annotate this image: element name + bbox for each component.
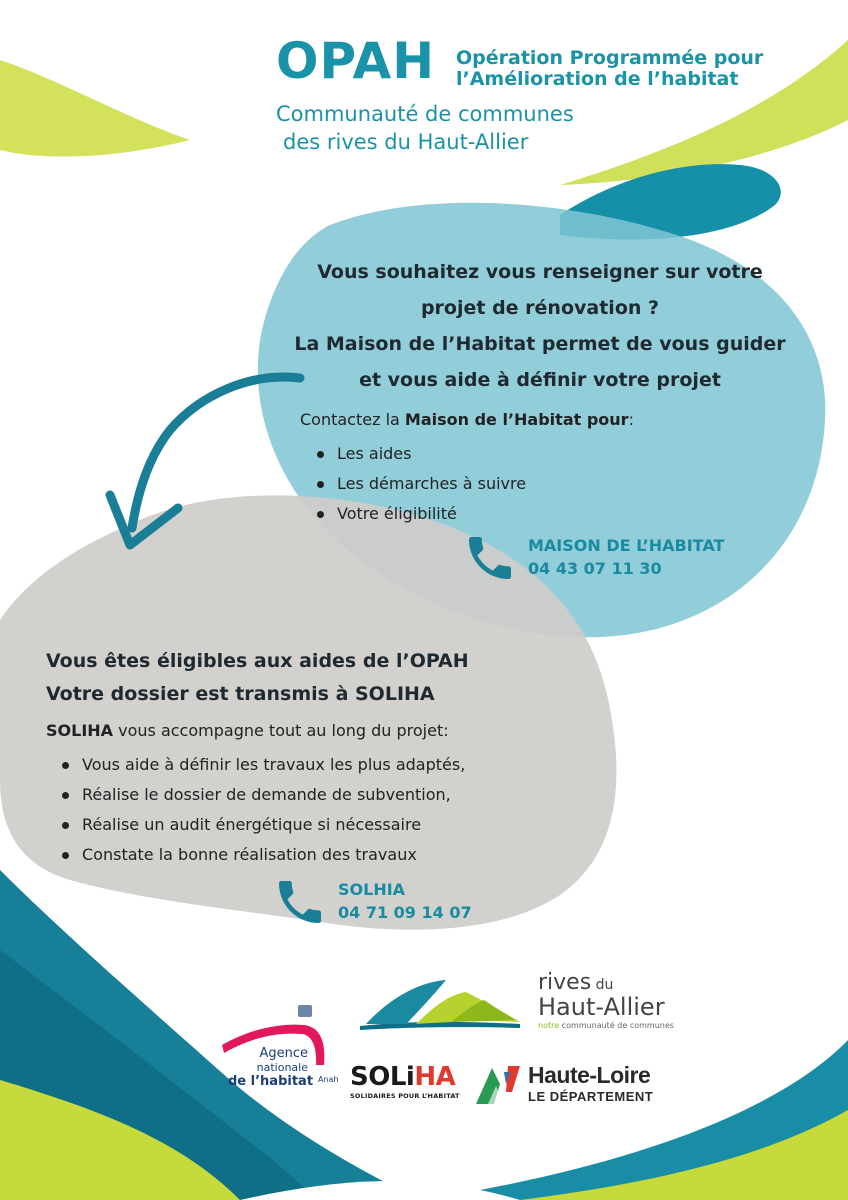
maison-list — [313, 439, 526, 529]
list-item: Réalise un audit énergétique si nécessaire — [58, 810, 465, 840]
soliha-intro-bold: SOLIHA — [46, 721, 114, 740]
soliha-title-line: Votre dossier est transmis à SOLIHA — [46, 683, 435, 705]
haute-loire-logo-mark — [474, 1062, 526, 1106]
maison-phone-number[interactable]: 04 43 07 11 30 — [528, 559, 662, 578]
maison-title-line: et vous aide à définir votre projet — [359, 369, 721, 391]
list-item: Réalise le dossier de demande de subvention, — [58, 780, 465, 810]
phone-icon — [272, 874, 328, 930]
opah-subtitle-line2: l’Amélioration de l’habitat — [456, 68, 739, 90]
maison-title-line: projet de rénovation ? — [420, 297, 660, 319]
soliha-logo — [350, 1064, 460, 1100]
list-item: Les aides — [313, 439, 526, 469]
maison-contact-line — [300, 410, 634, 429]
haute-loire-line2: LE DÉPARTEMENT — [528, 1089, 654, 1104]
maison-phone-block — [528, 534, 724, 580]
list-item: Constate la bonne réalisation des travaux — [58, 840, 465, 870]
soliha-logo-main-a: SOLi — [350, 1062, 415, 1092]
anah-line1: Agence — [259, 1046, 308, 1061]
community-line1: Communauté de communes — [276, 102, 574, 126]
rives-line1-small: du — [591, 977, 614, 993]
rives-logo-mountains — [356, 972, 524, 1034]
opah-subtitle — [456, 48, 763, 90]
soliha-intro-rest: vous accompagne tout au long du projet: — [113, 721, 449, 740]
soliha-intro — [46, 721, 449, 740]
soliha-title-line: Vous êtes éligibles aux aides de l’OPAH — [46, 650, 469, 672]
top-lime-swoosh — [0, 60, 190, 157]
rives-line1: rives — [538, 970, 592, 995]
soliha-logo-main-b: HA — [414, 1062, 456, 1092]
soliha-list — [58, 750, 465, 870]
soliha-phone-number[interactable]: 04 71 09 14 07 — [338, 903, 472, 922]
maison-title-line: La Maison de l’Habitat permet de vous guider — [294, 333, 786, 355]
list-item: Vous aide à définir les travaux les plus adaptés, — [58, 750, 465, 780]
contact-prefix: Contactez la — [300, 410, 405, 429]
opah-acronym: OPAH — [276, 32, 436, 90]
anah-line3: de l’habitat — [228, 1074, 314, 1089]
rives-logo-text — [538, 972, 674, 1030]
anah-logo-text — [228, 1046, 314, 1089]
contact-bold: Maison de l’Habitat pour — [404, 410, 629, 429]
phone-icon — [462, 530, 518, 586]
soliha-phone-name: SOLHIA — [338, 880, 406, 899]
rives-line2: Haut-Allier — [538, 993, 665, 1021]
soliha-logo-tag: SOLIDAIRES POUR L’HABITAT — [350, 1092, 460, 1100]
contact-suffix: : — [628, 410, 634, 429]
haute-loire-logo-text — [528, 1064, 653, 1104]
opah-subtitle-line1: Opération Programmée pour — [456, 47, 764, 69]
anah-line2: nationale — [256, 1061, 308, 1074]
list-item: Les démarches à suivre — [313, 469, 526, 499]
community-line2: des rives du Haut-Allier — [283, 130, 529, 154]
anah-small-text: Anah — [318, 1075, 339, 1084]
community-name — [276, 100, 574, 156]
maison-title — [270, 254, 810, 398]
maison-title-line: Vous souhaitez vous renseigner sur votre — [317, 261, 763, 283]
maison-phone-name: MAISON DE L’HABITAT — [528, 536, 725, 555]
rives-tag-colored: notre — [538, 1021, 560, 1030]
rives-tag-rest: communauté de communes — [559, 1021, 674, 1030]
haute-loire-line1: Haute-Loire — [528, 1062, 651, 1088]
list-item: Votre éligibilité — [313, 499, 526, 529]
soliha-phone-block — [338, 878, 472, 924]
soliha-title — [46, 645, 469, 711]
